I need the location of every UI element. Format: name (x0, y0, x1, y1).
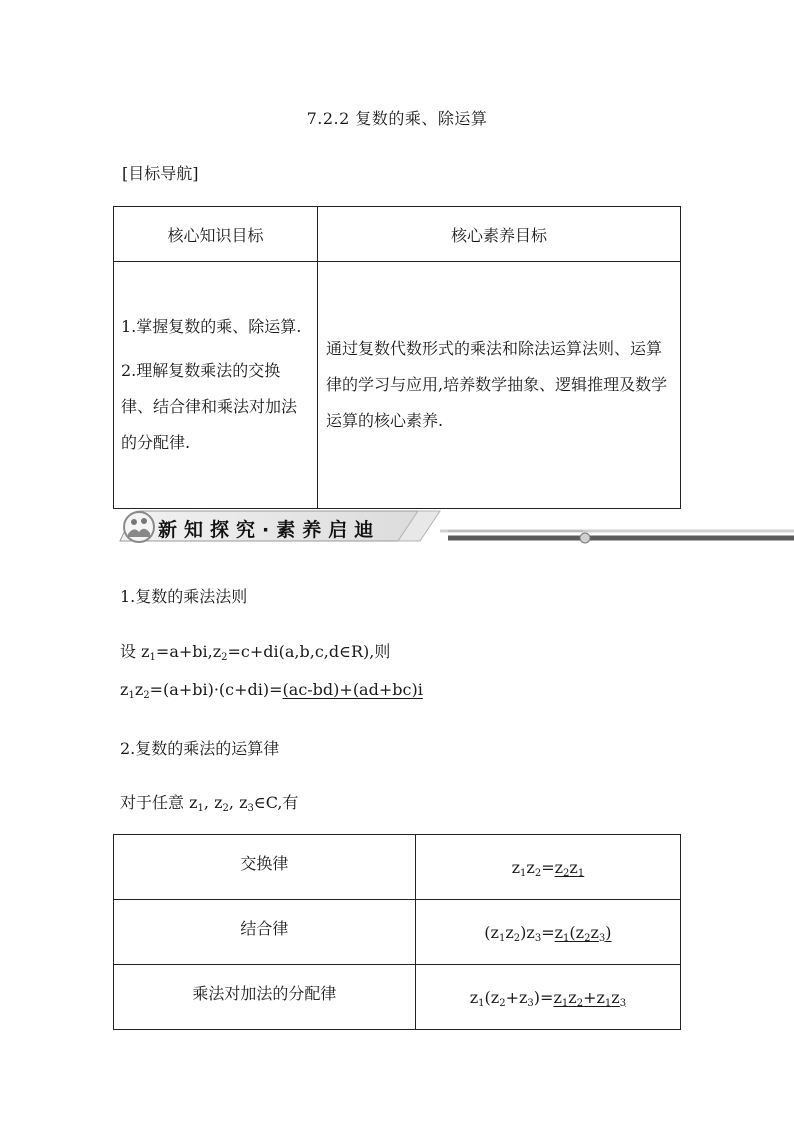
banner-title: 新知探究·素养启迪 (158, 519, 381, 541)
law-row-distributive (114, 965, 681, 1030)
reading-people-icon (122, 510, 156, 544)
sec1-formula: $z_1z_2=(a+bi)\cdot(c+di)=(ac-bd)+(ad+bc)i$ (120, 680, 423, 701)
formula-answer: (ac-bd)+(ad+bc)i (282, 680, 423, 699)
law-row-associative (114, 900, 681, 965)
goals-table (113, 206, 681, 509)
literacy-goals-cell: 通过复数代数形式的乘法和除法运算法则、运算律的学习与应用,培养数学抽象、逻辑推理及数学运算的核心素养. (318, 262, 681, 509)
law-name: 交换律 (114, 835, 416, 900)
law-name: 乘法对加法的分配律 (114, 965, 416, 1030)
page-title: 7.2.2 复数的乘、除运算 (306, 109, 488, 128)
assumption-prefix: 设 z (120, 642, 150, 661)
law-row-commutative (114, 835, 681, 900)
formula-left: =(a+bi)·(c+di)= (149, 680, 283, 699)
goals-table-body-row (114, 262, 681, 509)
sec1-assumption: 设 $z_1=a+bi,z_2=c+di(a,b,c,d\in R)$,则 (120, 642, 391, 663)
law-formula-associative: $(z_1z_2)z_3=z_1(z_2z_3)$ (415, 900, 680, 965)
law-formula-commutative: $z_1z_2=z_2z_1$ (415, 835, 680, 900)
sec1-heading: 1.复数的乘法法则 (120, 587, 248, 606)
knowledge-goal-2: 2.理解复数乘法的交换律、结合律和乘法对加法的分配律. (121, 361, 298, 452)
sec2-heading: 2.复数的乘法的运算律 (120, 739, 280, 758)
assumption-tail: =c+di(a,b,c,d∈R),则 (227, 642, 391, 661)
sec2-intro: 对于任意 $z_1$, $z_2$, $z_3\in C$,有 (120, 793, 299, 814)
section-banner (118, 507, 794, 547)
intro-tail: ∈C,有 (253, 793, 299, 812)
law-name: 结合律 (114, 900, 416, 965)
intro-prefix: 对于任意 z (120, 793, 198, 812)
header-knowledge-goals: 核心知识目标 (114, 207, 318, 262)
assumption-mid: =a+bi,z (155, 642, 222, 661)
law-formula-distributive: $z_1(z_2+z_3)=z_1z_2+z_1z_3$ (415, 965, 680, 1030)
section-label-goals: [目标导航] (122, 164, 199, 183)
knowledge-goals-cell (114, 262, 318, 509)
laws-table (113, 834, 681, 1030)
knowledge-goal-1: 1.掌握复数的乘、除运算. (121, 317, 302, 336)
header-literacy-goals: 核心素养目标 (318, 207, 681, 262)
goals-table-header-row (114, 207, 681, 262)
